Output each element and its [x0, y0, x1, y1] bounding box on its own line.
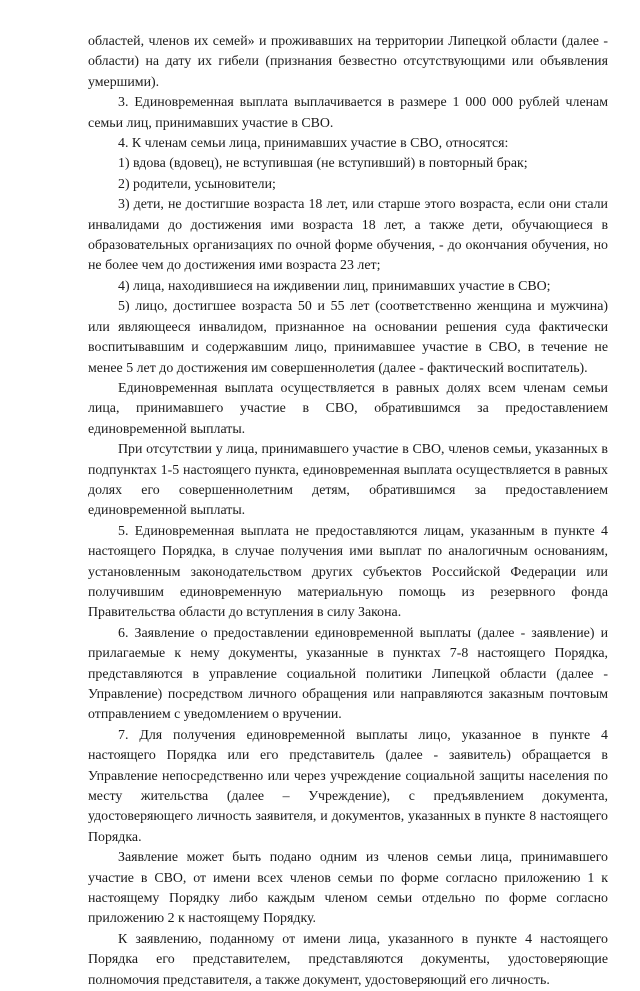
paragraph-continuation: областей, членов их семей» и проживавших на территории Липецкой области (далее - области) на дату их гибели (признания безвестно отсутствующими или объявления умершими).: [88, 34, 608, 90]
paragraph-item-4: 4. К членам семьи лица, принимавших участие в СВО, относятся:: [118, 136, 509, 152]
subitem-1: 1) вдова (вдовец), не вступившая (не вступивший) в повторный брак;: [118, 156, 528, 172]
paragraph-item-6: 6. Заявление о предоставлении единовременной выплаты (далее - заявление) и прилагаемые к нему документы, указанные в пунктах 7-8 настоящего Порядка, представляются в управление социальной политики Липецкой области (далее - Управление) посредством личного обращения или направляются заказным почтовым отправлением с уведомлением о вручении.: [88, 625, 608, 723]
paragraph-item-7: 7. Для получения единовременной выплаты лицо, указанное в пункте 4 настоящего Порядка или его представитель (далее - заявитель) обращается в Управление непосредственно или через учреждение социальной защиты населения по месту жительства (далее – Учреждение), с предъявлением документа, удостоверяющего личность заявителя, и документов, указанных в пункте 8 настоящего Порядка.: [88, 727, 608, 845]
subitem-2: 2) родители, усыновители;: [118, 176, 276, 192]
subitem-4: 4) лица, находившиеся на иждивении лиц, принимавших участие в СВО;: [118, 278, 551, 294]
paragraph-no-family: При отсутствии у лица, принимавшего участие в СВО, членов семьи, указанных в подпунктах 1-5 настоящего пункта, единовременная выплата осуществляется в равных долях его совершеннолетним детям, обратившимся за предоставлением единовременной выплаты.: [88, 442, 608, 519]
document-page: [88, 32, 608, 991]
subitem-5: 5) лицо, достигшее возраста 50 и 55 лет (соответственно женщина и мужчина) или являющееся инвалидом, признанное на основании решения суда фактически воспитывавшим и содержавшим лицо, принимавшее участие в СВО, в течение не менее 5 лет до достижения им совершеннолетия (далее - фактический воспитатель).: [88, 299, 608, 376]
paragraph-representative: К заявлению, поданному от имени лица, указанного в пункте 4 настоящего Порядка его представителем, представляются документы, удостоверяющие полномочия представителя, а также документ, удостоверяющий его личность.: [88, 931, 608, 988]
paragraph-item-5: 5. Единовременная выплата не предоставляются лицам, указанным в пункте 4 настоящего Порядка, в случае получения ими выплат по аналогичным основаниям, установленным законодательством других субъектов Российской Федерации или получившим единовременную материальную помощь из резервного фонда Правительства области до вступления в силу Закона.: [88, 523, 608, 621]
subitem-3: 3) дети, не достигшие возраста 18 лет, или старше этого возраста, если они стали инвалидами до достижения ими возраста 18 лет, а также дети, обучающиеся в образовательных организациях по очной форме обучения, - до окончания обучения, но не более чем до достижения ими возраста 23 лет;: [88, 197, 608, 274]
paragraph-item-3: 3. Единовременная выплата выплачивается в размере 1 000 000 рублей членам семьи лиц, принимавших участие в СВО.: [88, 95, 608, 131]
paragraph-equal-shares: Единовременная выплата осуществляется в равных долях всем членам семьи лица, принимавшего участие в СВО, обратившимся за предоставлением единовременной выплаты.: [88, 380, 608, 437]
paragraph-application-form: Заявление может быть подано одним из членов семьи лица, принимавшего участие в СВО, от имени всех членов семьи по форме согласно приложению 1 к настоящему Порядку либо каждым членом семьи отдельно по форме согласно приложению 2 к настоящему Порядку.: [88, 850, 608, 927]
